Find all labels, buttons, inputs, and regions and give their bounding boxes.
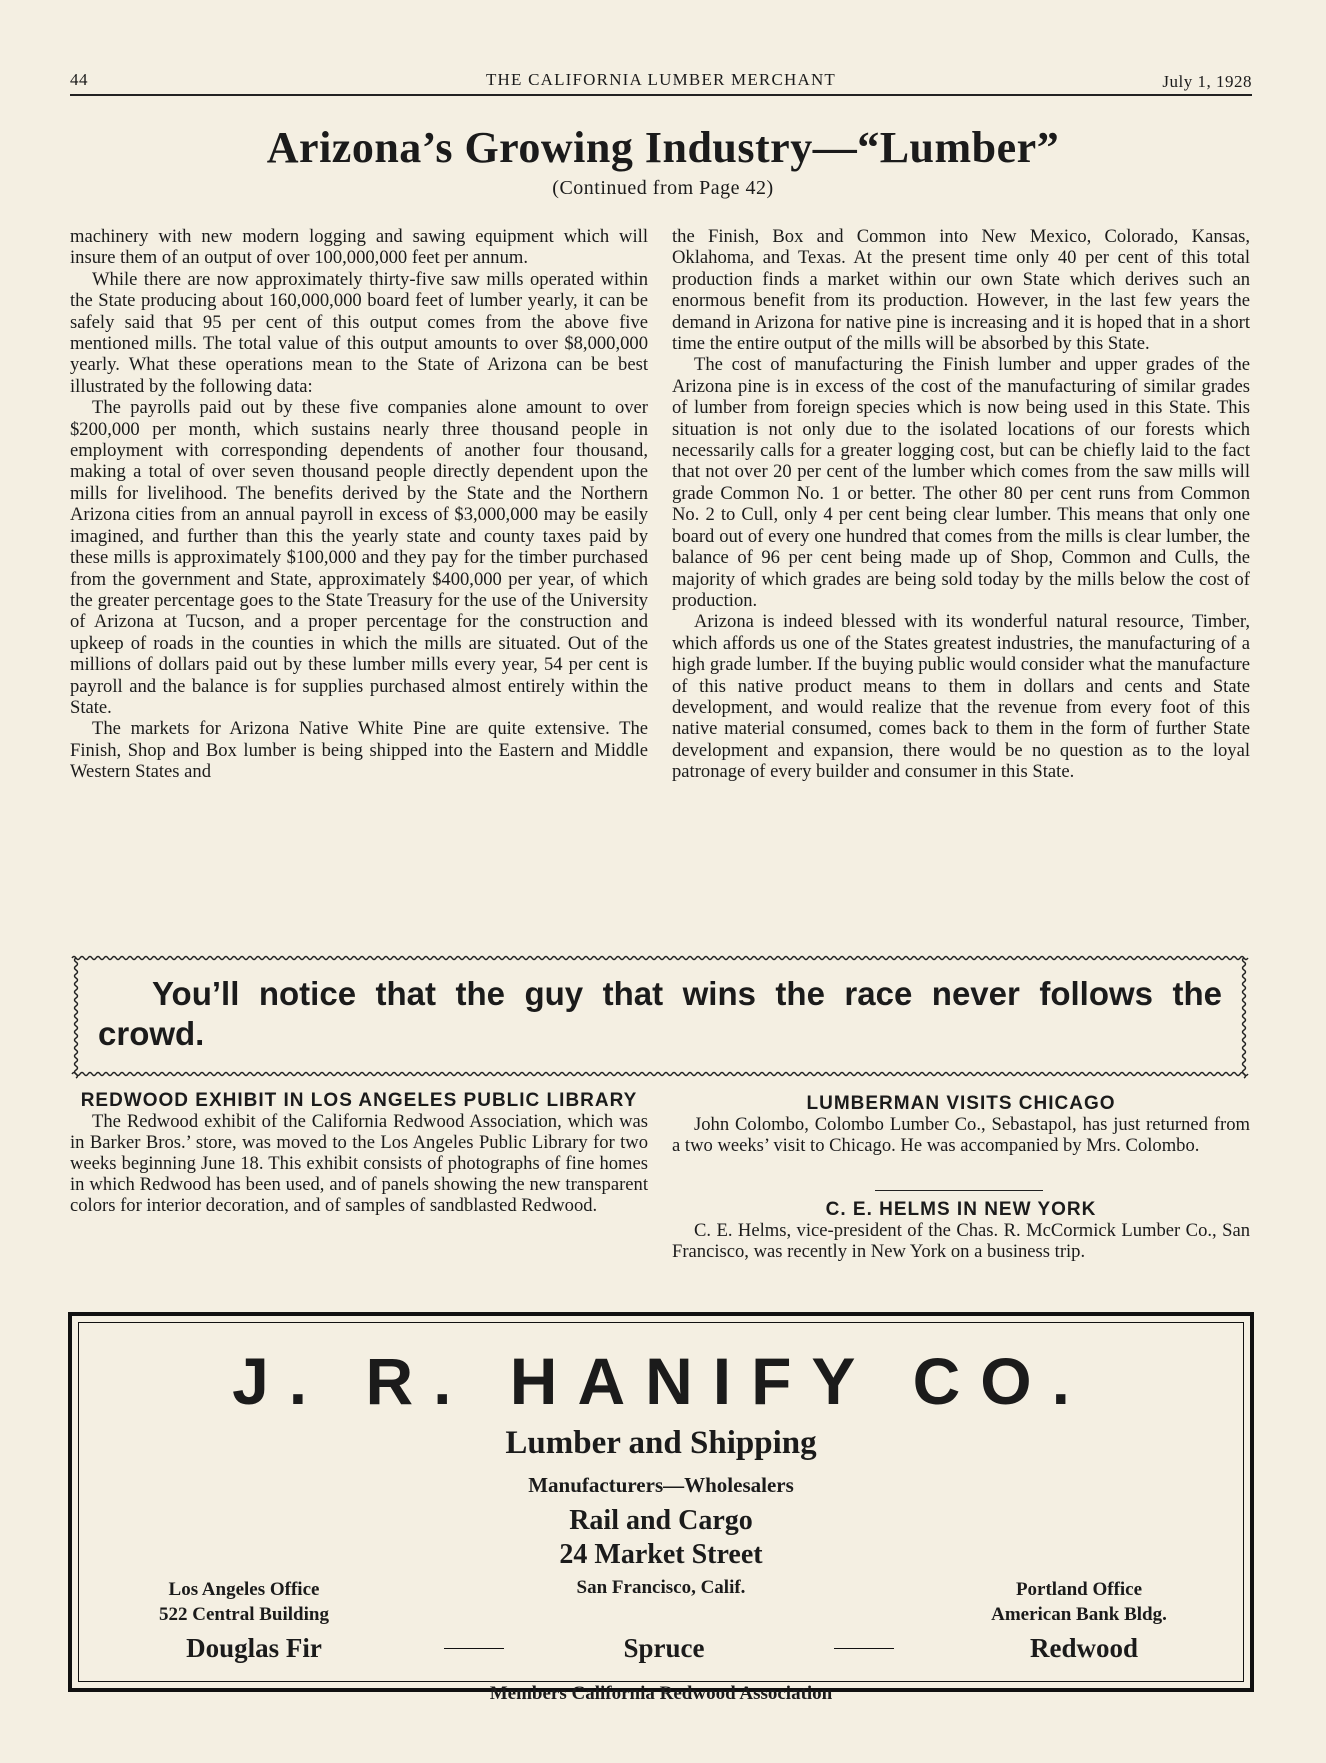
news-item-helms-new-york xyxy=(672,1199,1250,1262)
news-body: C. E. Helms, vice-president of the Chas. R. McCormick Lumber Co., San Francisco, was recently in New York on a business trip. xyxy=(672,1220,1250,1262)
article-paragraph: the Finish, Box and Common into New Mexico, Colorado, Kansas, Oklahoma, and Texas. At the present time only 40 per cent of this total production finds a market within our own State which derives such an enormous benefit from its production. However, in the last few years the demand in Arizona for native pine is increasing and it is hoped that in a short time the entire output of the mills will be absorbed by this State. xyxy=(672,226,1250,355)
office-name: Los Angeles Office xyxy=(168,1579,320,1600)
news-item-lumberman-chicago xyxy=(672,1093,1250,1156)
ad-wood-redwood: Redwood xyxy=(1029,1633,1138,1663)
news-body: John Colombo, Colombo Lumber Co., Sebastapol, has just returned from a two weeks’ visit to Chicago. He was accompanied by Mrs. Colombo. xyxy=(672,1114,1250,1156)
article-column-right xyxy=(672,226,1250,783)
article-title: Arizona’s Growing Industry—“Lumber” xyxy=(266,123,1060,172)
ad-membership: Members California Redwood Association xyxy=(489,1683,833,1704)
news-heading: C. E. HELMS IN NEW YORK xyxy=(825,1199,1097,1220)
ad-wood-spruce: Spruce xyxy=(623,1633,705,1663)
ad-office-los-angeles xyxy=(129,1577,359,1627)
ad-wood-douglas-fir: Douglas Fir xyxy=(186,1633,322,1663)
ad-inner-border xyxy=(78,1322,1244,1704)
ad-business-type: Manufacturers—Wholesalers xyxy=(528,1473,794,1497)
office-address: 522 Central Building xyxy=(159,1604,329,1625)
quote-text: You’ll notice that the guy that wins the race never follows the crowd. xyxy=(98,975,1222,1052)
continued-note: (Continued from Page 42) xyxy=(552,177,774,199)
page-number: 44 xyxy=(70,70,88,89)
news-heading: REDWOOD EXHIBIT IN LOS ANGELES PUBLIC LIBRARY xyxy=(80,1090,638,1111)
office-name: Portland Office xyxy=(1015,1579,1143,1600)
ad-company-name: J. R. HANIFY CO. xyxy=(232,1344,1090,1418)
article-paragraph: The cost of manufacturing the Finish lumber and upper grades of the Arizona pine is in excess of the cost of the manufacturing of similar grades of lumber from foreign species which is now being used in this State. This situation is not only due to the isolated locations of our forests which necessarily calls for a greater logging cost, but can be chiefly laid to the fact that not over 20 per cent of the lumber which comes from the saw mills will grade Common No. 1 or better. The other 80 per cent runs from Common No. 2 to Cull, only 4 per cent being clear lumber. This means that only one board out of every one hundred that comes from the mills is clear lumber, the balance of 96 per cent being made up of Shop, Common and Culls, the majority of which grades are being sold today by the mills below the cost of production. xyxy=(672,354,1250,611)
ad-address: 24 Market Street xyxy=(559,1539,763,1570)
ad-tagline: Lumber and Shipping xyxy=(505,1425,817,1461)
article-paragraph: The payrolls paid out by these five companies alone amount to over $200,000 per month, which sustains nearly three thousand people in employment with corresponding dependents of another four thousand, making a total of over seven thousand people directly dependent upon the mills for livelihood. The benefits derived by the State and the Northern Arizona cities from an annual payroll in excess of $3,000,000 may be easily imagined, and further than this the yearly state and county taxes paid by these mills is approximately $100,000 and they pay for the timber purchased from the government and State, approximately $400,000 per year, of which the greater percentage goes to the State Treasury for the use of the University of Arizona at Tucson, and a proper percentage for the construction and upkeep of roads in the counties in which the mills are situated. Out of the millions of dollars paid out by these lumber mills every year, 54 per cent is payroll and the balance is for supplies purchased almost entirely within the State. xyxy=(70,397,648,718)
article-paragraph: While there are now approximately thirty-five saw mills operated within the State producing about 160,000,000 board feet of lumber yearly, it can be safely said that 95 per cent of this output comes from the above five mentioned mills. The total value of this output amounts to over $8,000,000 yearly. What these operations mean to the State of Arizona can be best illustrated by the following data: xyxy=(70,268,648,397)
article-paragraph: machinery with new modern logging and sawing equipment which will insure them of an output of over 100,000,000 feet per annum. xyxy=(70,226,648,269)
news-body: The Redwood exhibit of the California Redwood Association, which was in Barker Bros.’ store, was moved to the Los Angeles Public Library for two weeks beginning June 18. This exhibit consists of photographs of fine homes in which Redwood has been used, and of panels showing the new transparent colors for interior decoration, and of samples of sandblasted Redwood. xyxy=(70,1111,648,1216)
article-paragraph: Arizona is indeed blessed with its wonderful natural resource, Timber, which affords us one of the States greatest industries, the manufacturing of a high grade lumber. If the buying public would consider what the manufacture of this native product means to them in dollars and cents and State development, and would realize that the revenue from every foot of this native material consumed, comes back to them in the form of further State development and expansion, there would be no question as to the loyal patronage of every builder and consumer in this State. xyxy=(672,611,1250,783)
advertisement-hanify xyxy=(68,1312,1254,1704)
ad-office-portland xyxy=(949,1577,1209,1627)
ad-city: San Francisco, Calif. xyxy=(576,1577,746,1598)
ad-dash xyxy=(444,1648,504,1649)
issue-date: July 1, 1928 xyxy=(1162,72,1252,91)
article-column-left xyxy=(70,226,648,783)
running-header xyxy=(70,68,1252,96)
article-paragraph: The markets for Arizona Native White Pine are quite extensive. The Finish, Shop and Box lumber is being shipped into the Eastern and Middle Western States and xyxy=(70,718,648,783)
divider xyxy=(875,1190,1043,1191)
news-heading: LUMBERMAN VISITS CHICAGO xyxy=(806,1093,1116,1114)
quote-box xyxy=(70,952,1250,1080)
news-item-redwood-exhibit xyxy=(70,1090,648,1216)
ad-service: Rail and Cargo xyxy=(569,1505,753,1536)
ad-dash xyxy=(834,1648,894,1649)
office-address: American Bank Bldg. xyxy=(991,1604,1167,1625)
publication-title: THE CALIFORNIA LUMBER MERCHANT xyxy=(485,70,837,89)
